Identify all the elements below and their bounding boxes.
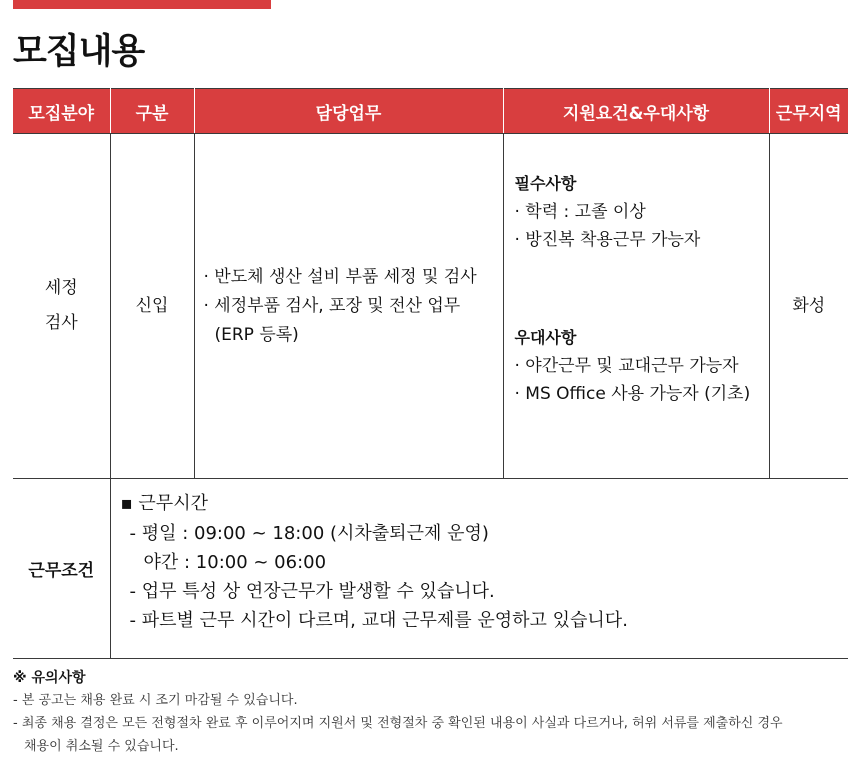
- location-cell: 화성: [769, 134, 848, 479]
- duty-item: · 세정부품 검사, 포장 및 전산 업무: [203, 295, 461, 316]
- notice-title: ※ 유의사항: [13, 670, 86, 686]
- duty-item: (ERP 등록): [214, 324, 299, 345]
- notice-line: - 본 공고는 채용 완료 시 조기 마감될 수 있습니다.: [13, 693, 298, 708]
- conditions-title: ▪ 근무시간: [120, 493, 208, 514]
- field-line: 검사: [44, 313, 78, 333]
- header-duties: 담당업무: [194, 89, 503, 134]
- condition-line: - 업무 특성 상 연장근무가 발생할 수 있습니다.: [129, 581, 495, 602]
- condition-line: - 평일 : 09:00 ~ 18:00 (시차출퇴근제 운영): [129, 523, 489, 544]
- recruitment-table: [13, 88, 848, 659]
- conditions-row: [13, 479, 848, 659]
- header-requirements: 지원요건&우대사항: [503, 89, 769, 134]
- duties-cell: [194, 134, 503, 479]
- field-cell: [13, 134, 110, 479]
- preferred-item: · MS Office 사용 가능자 (기초): [514, 384, 751, 404]
- preferred-item: · 야간근무 및 교대근무 가능자: [514, 356, 739, 376]
- required-title: 필수사항: [514, 174, 577, 193]
- required-item: · 방진복 착용근무 가능자: [514, 230, 701, 250]
- conditions-cell: [110, 479, 848, 659]
- table-header-row: [13, 89, 848, 134]
- conditions-label: 근무조건: [13, 479, 110, 659]
- notice-section: [13, 667, 853, 758]
- field-line: 세정: [44, 278, 78, 298]
- header-field: 모집분야: [13, 89, 110, 134]
- category-cell: 신입: [110, 134, 194, 479]
- header-category: 구분: [110, 89, 194, 134]
- requirements-cell: [503, 134, 769, 479]
- notice-line: 채용이 취소될 수 있습니다.: [24, 739, 179, 754]
- preferred-title: 우대사항: [514, 328, 577, 347]
- table-row: [13, 134, 848, 479]
- duty-item: · 반도체 생산 설비 부품 세정 및 검사: [203, 266, 477, 287]
- title-accent-bar: [13, 0, 271, 9]
- required-item: · 학력 : 고졸 이상: [514, 202, 646, 222]
- header-location: 근무지역: [769, 89, 848, 134]
- duties-list: [195, 263, 503, 350]
- notice-line: - 최종 채용 결정은 모든 전형절차 완료 후 이루어지며 지원서 및 전형절차 중 확인된 내용이 사실과 다르거나, 허위 서류를 제출하신 경우: [13, 716, 783, 731]
- condition-line: 야간 : 10:00 ~ 06:00: [143, 552, 327, 573]
- page-title: 모집내용: [13, 32, 145, 72]
- condition-line: - 파트별 근무 시간이 다르며, 교대 근무제를 운영하고 있습니다.: [129, 610, 628, 631]
